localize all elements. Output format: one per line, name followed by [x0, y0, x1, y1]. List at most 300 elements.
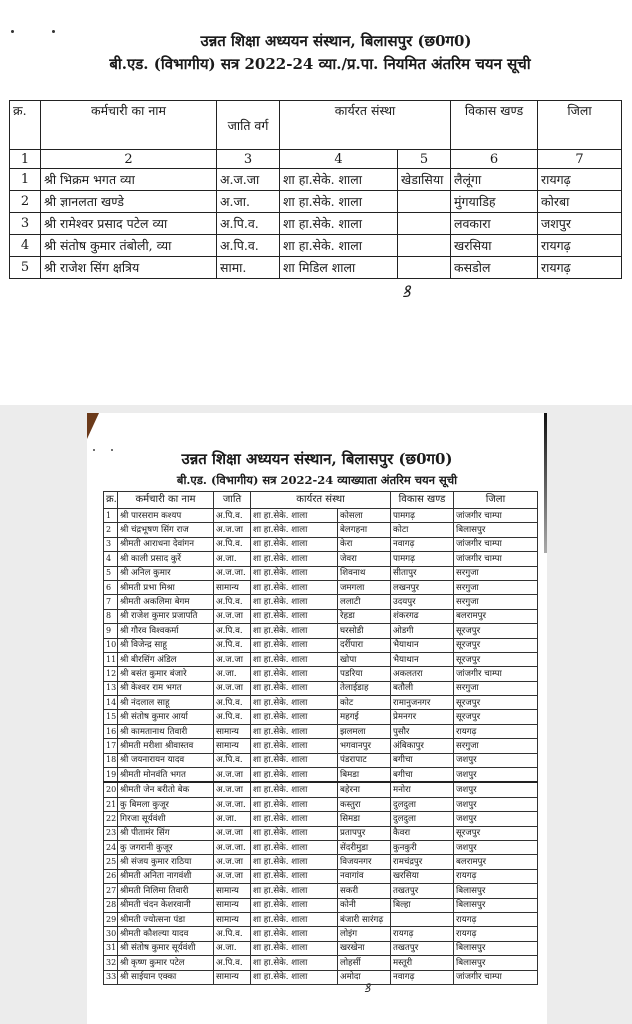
school-cell: शा हा.सेके. शाला — [251, 797, 338, 811]
table-row — [104, 609, 538, 623]
page-corner-shadow — [87, 413, 99, 439]
place-cell: शिवनाथ — [338, 566, 391, 580]
district-cell: कोरबा — [538, 191, 622, 213]
block-cell: नवागढ़ — [391, 970, 454, 984]
doc2-list-title: बी.एड. (विभागीय) सत्र 2022-24 व्याख्याता अंतरिम चयन सूची — [176, 473, 458, 487]
table-row — [104, 595, 538, 609]
block-cell: भैयाथान — [391, 638, 454, 652]
name-cell: श्री कामतानाथ तिवारी — [118, 724, 214, 738]
district-cell: सूरजपुर — [454, 624, 538, 638]
table-row — [104, 624, 538, 638]
district-cell: जशपुर — [454, 812, 538, 826]
name-cell: श्रीमती आराधना देवांगन — [118, 537, 214, 551]
block-cell: दुलदुला — [391, 797, 454, 811]
school-cell: शा हा.सेके. शाला — [251, 898, 338, 912]
serial-cell: 6 — [104, 580, 118, 594]
place-cell: जेवरा — [338, 552, 391, 566]
place-cell: झलमला — [338, 724, 391, 738]
signature-mark: ꝸ — [364, 981, 371, 995]
name-cell: श्री चंद्रभूषण सिंग राज — [118, 523, 214, 537]
name-cell: श्री अनिल कुमार — [118, 566, 214, 580]
serial-cell: 18 — [104, 753, 118, 767]
block-cell: बगीचा — [391, 753, 454, 767]
name-cell: श्री विजेन्द्र साहू — [118, 638, 214, 652]
district-cell: जांजगीर चाम्पा — [454, 509, 538, 523]
serial-cell: 29 — [104, 912, 118, 926]
school-cell: शा मिडिल शाला — [280, 257, 398, 279]
place-cell: घरसोडी — [338, 624, 391, 638]
block-cell: पामगढ़ — [391, 509, 454, 523]
district-cell: सूरजपुर — [454, 652, 538, 666]
place-cell: दर्रीपारा — [338, 638, 391, 652]
table-row — [104, 898, 538, 912]
district-cell: रायगढ़ — [538, 257, 622, 279]
school-cell: शा हा.सेके. शाला — [251, 696, 338, 710]
district-cell: सूरजपुर — [454, 696, 538, 710]
school-cell: शा हा.सेके. शाला — [251, 595, 338, 609]
school-cell: शा हा.सेके. शाला — [251, 552, 338, 566]
table-row — [10, 213, 622, 235]
place-cell: कोसला — [338, 509, 391, 523]
school-cell: शा हा.सेके. शाला — [251, 855, 338, 869]
place-cell: भगवानपुर — [338, 739, 391, 753]
school-cell: शा हा.सेके. शाला — [251, 710, 338, 724]
header-category: जाति — [214, 492, 251, 509]
name-cell: श्री केश्वर राम भगत — [118, 681, 214, 695]
name-cell: श्री ज्ञानलता खण्डे — [41, 191, 217, 213]
document-page-2 — [87, 413, 547, 1024]
school-cell: शा हा.सेके. शाला — [251, 941, 338, 955]
school-cell: शा हा.सेके. शाला — [251, 566, 338, 580]
category-cell: अ.जा. — [217, 191, 280, 213]
district-cell: बिलासपुर — [454, 523, 538, 537]
doc1-list-title: बी.एड. (विभागीय) सत्र 2022-24 व्या./प्र.पा. नियमित अंतरिम चयन सूची — [109, 55, 531, 73]
name-cell: श्री राजेश सिंग क्षत्रिय — [41, 257, 217, 279]
block-cell — [391, 912, 454, 926]
category-cell: सामा. — [217, 257, 280, 279]
school-cell: शा हा.सेके. शाला — [251, 523, 338, 537]
district-cell: सरगुजा — [454, 566, 538, 580]
school-cell: शा हा.सेके. शाला — [251, 826, 338, 840]
category-cell: अ.पि.व. — [214, 638, 251, 652]
name-cell: श्री पारसराम कश्यप — [118, 509, 214, 523]
category-cell: अ.पि.व. — [217, 235, 280, 257]
name-cell: श्री नंदलाल साहू — [118, 696, 214, 710]
block-cell: अकलतरा — [391, 667, 454, 681]
school-cell: शा हा.सेके. शाला — [251, 869, 338, 883]
table-row — [104, 509, 538, 523]
serial-cell: 21 — [104, 797, 118, 811]
district-cell: जशपुर — [454, 782, 538, 797]
district-cell: सरगुजा — [454, 595, 538, 609]
table-row — [104, 956, 538, 970]
table-row — [104, 941, 538, 955]
place-cell: महगई — [338, 710, 391, 724]
name-cell: कु जगरानी कुजूर — [118, 840, 214, 854]
place-cell: खोपा — [338, 652, 391, 666]
name-cell: गिरजा सूर्यवंशी — [118, 812, 214, 826]
place-cell: विजयनगर — [338, 855, 391, 869]
category-cell: अ.ज.जा — [214, 826, 251, 840]
document-page-1 — [0, 0, 632, 405]
serial-cell: 11 — [104, 652, 118, 666]
place-cell: पंडरापाट — [338, 753, 391, 767]
table-row — [104, 768, 538, 783]
serial-cell: 19 — [104, 768, 118, 783]
serial-cell: 14 — [104, 696, 118, 710]
header-name: कर्मचारी का नाम — [41, 101, 217, 150]
table-row — [104, 869, 538, 883]
serial-cell: 15 — [104, 710, 118, 724]
name-cell: श्रीमती अकलिमा बेगम — [118, 595, 214, 609]
name-cell: श्री संतोष कुमार सूर्यवंशी — [118, 941, 214, 955]
serial-cell: 4 — [10, 235, 41, 257]
serial-cell: 1 — [10, 169, 41, 191]
block-cell: दुलदुला — [391, 812, 454, 826]
name-cell: श्रीमती जेन बरीतो बेक — [118, 782, 214, 797]
school-cell: शा हा.सेके. शाला — [251, 609, 338, 623]
school-cell: शा हा.सेके. शाला — [251, 681, 338, 695]
header-block: विकास खण्ड — [451, 101, 538, 150]
block-cell: नवागढ़ — [391, 537, 454, 551]
place-cell — [398, 257, 451, 279]
block-cell: पामगढ़ — [391, 552, 454, 566]
school-cell: शा हा.सेके. शाला — [251, 840, 338, 854]
school-cell: शा हा.सेके. शाला — [251, 884, 338, 898]
name-cell: श्री जयनारायन यादव — [118, 753, 214, 767]
serial-cell: 22 — [104, 812, 118, 826]
school-cell: शा हा.सेके. शाला — [251, 739, 338, 753]
serial-cell: 32 — [104, 956, 118, 970]
block-cell: प्रेमनगर — [391, 710, 454, 724]
district-cell: रायगढ़ — [538, 235, 622, 257]
category-cell: अ.पि.व. — [214, 927, 251, 941]
header-serial: क्र. — [10, 101, 41, 150]
block-cell: भैयाथान — [391, 652, 454, 666]
category-cell: अ.पि.व. — [214, 509, 251, 523]
serial-cell: 27 — [104, 884, 118, 898]
name-cell: श्रीमती मरीशा श्रीवास्तव — [118, 739, 214, 753]
serial-cell: 30 — [104, 927, 118, 941]
school-cell: शा हा.सेके. शाला — [251, 912, 338, 926]
category-cell: अ.पि.व. — [214, 624, 251, 638]
district-cell: रायगढ़ — [454, 912, 538, 926]
school-cell: शा हा.सेके. शाला — [251, 638, 338, 652]
district-cell: बिलासपुर — [454, 898, 538, 912]
category-cell: अ.पि.व. — [214, 956, 251, 970]
place-cell: रेहडा — [338, 609, 391, 623]
name-cell: श्री संतोष कुमार तंबोली, व्या — [41, 235, 217, 257]
block-cell: बतौली — [391, 681, 454, 695]
place-cell: जमगला — [338, 580, 391, 594]
signature-mark: ꝸ — [402, 282, 411, 301]
table-row — [104, 797, 538, 811]
serial-cell: 31 — [104, 941, 118, 955]
name-cell: श्रीमती कौशल्या यादव — [118, 927, 214, 941]
serial-cell: 9 — [104, 624, 118, 638]
place-cell: सकरी — [338, 884, 391, 898]
name-cell: श्रीमती मोनवंति भगत — [118, 768, 214, 783]
district-cell: जशपुर — [454, 753, 538, 767]
serial-cell: 16 — [104, 724, 118, 738]
category-cell: अ.ज.जा. — [214, 566, 251, 580]
place-cell: लोहर्सी — [338, 956, 391, 970]
column-number: 7 — [538, 150, 622, 169]
serial-cell: 4 — [104, 552, 118, 566]
name-cell: श्री कृष्ण कुमार पटेल — [118, 956, 214, 970]
district-cell: जशपुर — [454, 797, 538, 811]
doc1-selection-table — [9, 100, 622, 279]
name-cell: श्री बीरसिंग अंडिल — [118, 652, 214, 666]
school-cell: शा हा.सेके. शाला — [251, 667, 338, 681]
name-cell: श्री बसंत कुमार बंजारे — [118, 667, 214, 681]
category-cell: अ.ज.जा — [214, 855, 251, 869]
place-cell: कोट — [338, 696, 391, 710]
block-cell: रामानुजनगर — [391, 696, 454, 710]
category-cell: अ.ज.जा — [214, 869, 251, 883]
name-cell: श्री साईयान एक्का — [118, 970, 214, 984]
district-cell: बलरामपुर — [454, 609, 538, 623]
block-cell: मनोरा — [391, 782, 454, 797]
column-number: 5 — [398, 150, 451, 169]
school-cell: शा हा.सेके. शाला — [251, 768, 338, 783]
place-cell: ललाटी — [338, 595, 391, 609]
table-row — [104, 812, 538, 826]
category-cell: सामान्य — [214, 898, 251, 912]
category-cell: अ.जा. — [214, 552, 251, 566]
serial-cell: 2 — [104, 523, 118, 537]
serial-cell: 23 — [104, 826, 118, 840]
serial-cell: 13 — [104, 681, 118, 695]
serial-cell: 2 — [10, 191, 41, 213]
serial-cell: 10 — [104, 638, 118, 652]
name-cell: श्री संतोष कुमार आर्या — [118, 710, 214, 724]
serial-cell: 5 — [104, 566, 118, 580]
block-cell: कुनकुरी — [391, 840, 454, 854]
column-number: 3 — [217, 150, 280, 169]
district-cell: बिलासपुर — [454, 956, 538, 970]
district-cell: बिलासपुर — [454, 941, 538, 955]
category-cell: अ.पि.व. — [214, 537, 251, 551]
place-cell: प्रतापपुर — [338, 826, 391, 840]
block-cell: रामचंद्रपुर — [391, 855, 454, 869]
school-cell: शा हा.सेके. शाला — [251, 624, 338, 638]
place-cell: केरा — [338, 537, 391, 551]
table-row — [104, 970, 538, 984]
category-cell: सामान्य — [214, 970, 251, 984]
header-category: जाति वर्ग — [217, 101, 280, 150]
name-cell: श्रीमती निलिमा तिवारी — [118, 884, 214, 898]
serial-cell: 8 — [104, 609, 118, 623]
district-cell: रायगढ़ — [454, 724, 538, 738]
category-cell: अ.ज.जा. — [214, 797, 251, 811]
block-cell: खरसिया — [451, 235, 538, 257]
block-cell: लखनपुर — [391, 580, 454, 594]
block-cell: मुंगयाडिह — [451, 191, 538, 213]
block-cell: शंकरगढ — [391, 609, 454, 623]
place-cell: बंजारी सारंगढ़ — [338, 912, 391, 926]
table-row — [104, 580, 538, 594]
school-cell: शा हा.सेके. शाला — [251, 753, 338, 767]
category-cell: सामान्य — [214, 912, 251, 926]
category-cell: सामान्य — [214, 724, 251, 738]
category-cell: सामान्य — [214, 884, 251, 898]
table-row — [104, 537, 538, 551]
place-cell: सिमडा — [338, 812, 391, 826]
table-row — [104, 884, 538, 898]
category-cell: अ.जा. — [214, 812, 251, 826]
table-row — [10, 169, 622, 191]
block-cell: तखतपुर — [391, 884, 454, 898]
name-cell: श्रीमती अनिता नागवंशी — [118, 869, 214, 883]
school-cell: शा हा.सेके. शाला — [280, 235, 398, 257]
place-cell — [398, 213, 451, 235]
table-row — [104, 826, 538, 840]
block-cell: ओडगी — [391, 624, 454, 638]
district-cell: रायगढ़ — [454, 927, 538, 941]
header-name: कर्मचारी का नाम — [118, 492, 214, 509]
doc2-institution-title: उन्नत शिक्षा अध्ययन संस्थान, बिलासपुर (छ0ग0) — [181, 450, 453, 468]
table-row — [104, 840, 538, 854]
block-cell: खरसिया — [391, 869, 454, 883]
place-cell: बेलगहना — [338, 523, 391, 537]
serial-cell: 25 — [104, 855, 118, 869]
school-cell: शा हा.सेके. शाला — [251, 956, 338, 970]
name-cell: श्री भिक्रम भगत व्या — [41, 169, 217, 191]
table-row — [104, 566, 538, 580]
table-row — [104, 652, 538, 666]
serial-cell: 33 — [104, 970, 118, 984]
serial-cell: 3 — [104, 537, 118, 551]
serial-cell: 20 — [104, 782, 118, 797]
name-cell: श्रीमती प्रभा मिश्रा — [118, 580, 214, 594]
block-cell: मस्तूरी — [391, 956, 454, 970]
table-row — [104, 710, 538, 724]
school-cell: शा हा.सेके. शाला — [251, 970, 338, 984]
place-cell — [398, 191, 451, 213]
block-cell: लैलूंगा — [451, 169, 538, 191]
table-row — [10, 235, 622, 257]
district-cell: जांजगीर चाम्पा — [454, 537, 538, 551]
category-cell: अ.जा. — [214, 667, 251, 681]
school-cell: शा हा.सेके. शाला — [251, 812, 338, 826]
school-cell: शा हा.सेके. शाला — [251, 509, 338, 523]
column-number: 4 — [280, 150, 398, 169]
place-cell: खेडासिया — [398, 169, 451, 191]
district-cell: रायगढ़ — [454, 869, 538, 883]
table-row — [104, 724, 538, 738]
category-cell: अ.ज.जा — [214, 768, 251, 783]
place-cell: नवागांव — [338, 869, 391, 883]
block-cell: कोटा — [391, 523, 454, 537]
table-row — [104, 638, 538, 652]
category-cell: अ.जा. — [214, 941, 251, 955]
block-cell: अंबिकापुर — [391, 739, 454, 753]
table-row — [10, 257, 622, 279]
block-cell: बगीचा — [391, 768, 454, 783]
district-cell: जशपुर — [454, 768, 538, 783]
category-cell: अ.ज.जा — [214, 523, 251, 537]
serial-cell: 7 — [104, 595, 118, 609]
place-cell: कोनी — [338, 898, 391, 912]
name-cell: श्री काली प्रसाद कुर्रे — [118, 552, 214, 566]
table-row — [104, 912, 538, 926]
block-cell: सीतापुर — [391, 566, 454, 580]
category-cell: अ.ज.जा — [214, 652, 251, 666]
place-cell: बिमडा — [338, 768, 391, 783]
block-cell: कसडोल — [451, 257, 538, 279]
name-cell: श्री संजय कुमार राठिया — [118, 855, 214, 869]
name-cell: श्री रामेश्वर प्रसाद पटेल व्या — [41, 213, 217, 235]
table-row — [10, 191, 622, 213]
header-institution: कार्यरत संस्था — [280, 101, 451, 150]
place-cell: कस्तुरा — [338, 797, 391, 811]
doc2-selection-table — [103, 491, 538, 985]
name-cell: श्रीमती चंदन केशरवानी — [118, 898, 214, 912]
table-row — [104, 753, 538, 767]
category-cell: अ.ज.जा. — [214, 840, 251, 854]
table-row — [104, 927, 538, 941]
district-cell: सरगुजा — [454, 580, 538, 594]
school-cell: शा हा.सेके. शाला — [251, 782, 338, 797]
school-cell: शा हा.सेके. शाला — [251, 927, 338, 941]
place-cell: पडरिया — [338, 667, 391, 681]
district-cell: बलरामपुर — [454, 855, 538, 869]
category-cell: अ.ज.जा — [214, 681, 251, 695]
school-cell: शा हा.सेके. शाला — [251, 724, 338, 738]
header-serial: क्र. — [104, 492, 118, 509]
place-cell: तेलाईडाह — [338, 681, 391, 695]
header-institution: कार्यरत संस्था — [251, 492, 391, 509]
category-cell: अ.पि.व. — [214, 696, 251, 710]
serial-cell: 5 — [10, 257, 41, 279]
serial-cell: 28 — [104, 898, 118, 912]
table-row — [104, 739, 538, 753]
serial-cell: 24 — [104, 840, 118, 854]
column-number: 6 — [451, 150, 538, 169]
category-cell: अ.ज.जा — [217, 169, 280, 191]
serial-cell: 26 — [104, 869, 118, 883]
column-number: 2 — [41, 150, 217, 169]
district-cell: जांजगीर चाम्पा — [454, 552, 538, 566]
category-cell: अ.पि.व. — [214, 710, 251, 724]
table-row — [104, 855, 538, 869]
place-cell: खरखेना — [338, 941, 391, 955]
category-cell: अ.ज.जा — [214, 609, 251, 623]
place-cell — [398, 235, 451, 257]
school-cell: शा हा.सेके. शाला — [280, 191, 398, 213]
block-cell: रायगढ़ — [391, 927, 454, 941]
name-cell: श्रीमती ज्योत्सना पंडा — [118, 912, 214, 926]
district-cell: सूरजपुर — [454, 710, 538, 724]
school-cell: शा हा.सेके. शाला — [251, 537, 338, 551]
district-cell: जशपुर — [454, 840, 538, 854]
school-cell: शा हा.सेके. शाला — [280, 169, 398, 191]
district-cell: रायगढ़ — [538, 169, 622, 191]
block-cell: कैवरा — [391, 826, 454, 840]
district-cell: जशपुर — [538, 213, 622, 235]
place-cell: लोइंग — [338, 927, 391, 941]
district-cell: बिलासपुर — [454, 884, 538, 898]
district-cell: सरगुजा — [454, 739, 538, 753]
category-cell: अ.पि.व. — [214, 753, 251, 767]
block-cell: लवकारा — [451, 213, 538, 235]
header-district: जिला — [454, 492, 538, 509]
header-district: जिला — [538, 101, 622, 150]
school-cell: शा हा.सेके. शाला — [251, 580, 338, 594]
table-row — [104, 782, 538, 797]
school-cell: शा हा.सेके. शाला — [280, 213, 398, 235]
